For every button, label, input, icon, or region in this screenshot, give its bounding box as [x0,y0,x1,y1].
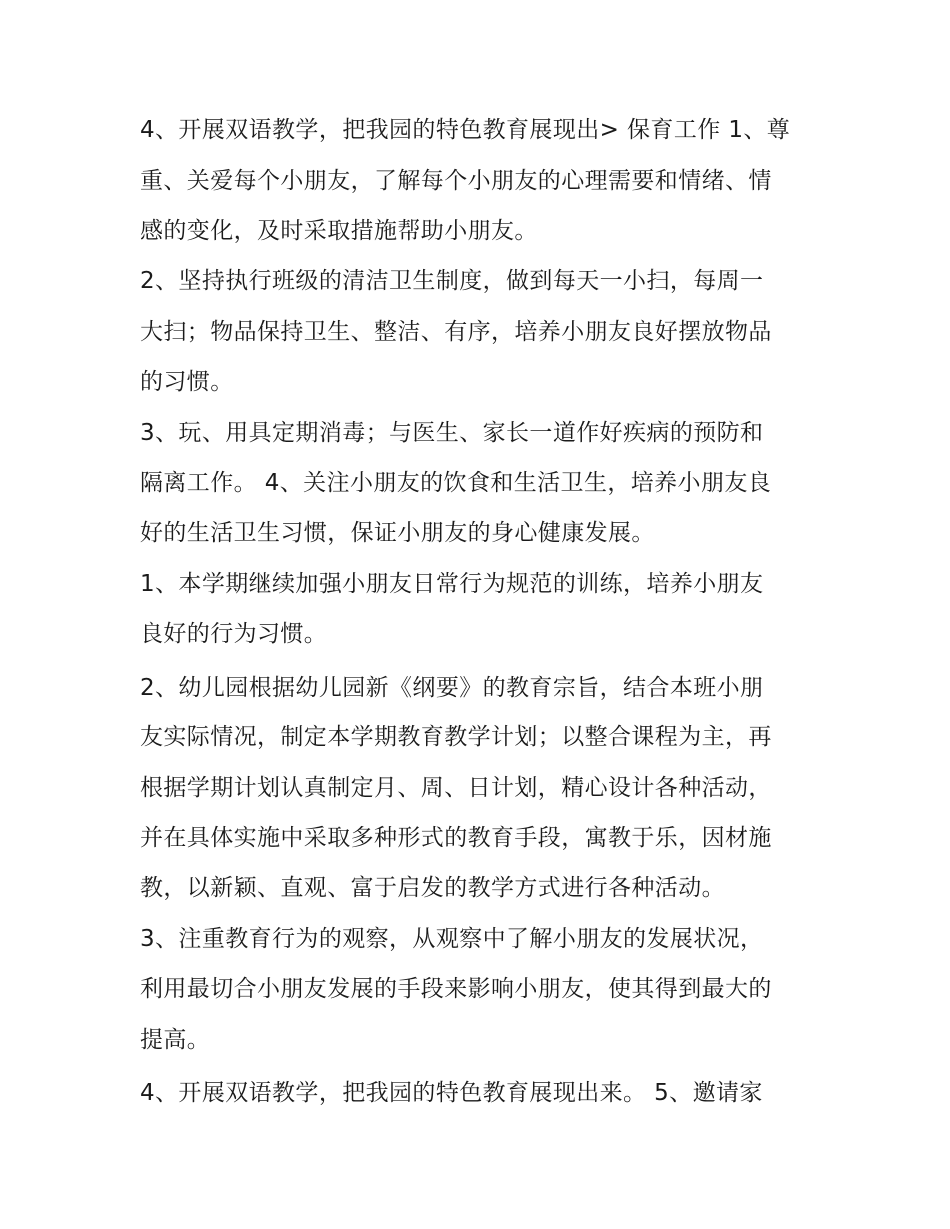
text-line: 根据学期计划认真制定月、周、日计划，精心设计各种活动， [140,775,772,801]
text-line: 4、开展双语教学，把我园的特色教育展现出来。 5、邀请家 [140,1080,763,1106]
text-line: 教，以新颖、直观、富于启发的教学方式进行各种活动。 [140,875,725,901]
text-line: 2、坚持执行班级的清洁卫生制度，做到每天一小扫，每周一 [140,268,764,294]
text-line: 利用最切合小朋友发展的手段来影响小朋友，使其得到最大的 [140,976,772,1002]
text-line: 隔离工作。 4、关注小朋友的饮食和生活卫生，培养小朋友良 [140,470,772,496]
text-line: 感的变化，及时采取措施帮助小朋友。 [140,218,538,244]
text-line: 重、关爱每个小朋友，了解每个小朋友的心理需要和情绪、情 [140,168,772,194]
text-line: 提高。 [140,1027,211,1053]
text-line: 大扫；物品保持卫生、整洁、有序，培养小朋友良好摆放物品 [140,319,772,345]
text-line: 友实际情况，制定本学期教育教学计划；以整合课程为主，再 [140,724,772,750]
text-line: 的习惯。 [140,369,234,395]
text-line: 4、开展双语教学，把我园的特色教育展现出> 保育工作 1、尊 [140,117,791,143]
text-line: 并在具体实施中采取多种形式的教育手段，寓教于乐，因材施 [140,825,772,851]
text-line: 1、本学期继续加强小朋友日常行为规范的训练，培养小朋友 [140,571,764,597]
text-line: 3、玩、用具定期消毒；与医生、家长一道作好疾病的预防和 [140,420,764,446]
text-line: 3、注重教育行为的观察，从观察中了解小朋友的发展状况， [140,926,764,952]
text-line: 2、幼儿园根据幼儿园新《纲要》的教育宗旨，结合本班小朋 [140,675,764,701]
text-line: 良好的行为习惯。 [140,621,328,647]
text-line: 好的生活卫生习惯，保证小朋友的身心健康发展。 [140,520,655,546]
